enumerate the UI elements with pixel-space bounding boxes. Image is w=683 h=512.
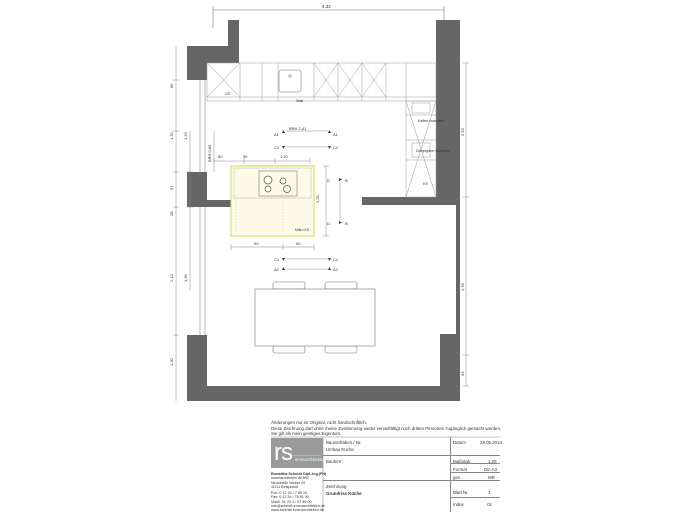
dim-left-9: 1,30 bbox=[169, 358, 174, 366]
office-line: info@schmitt-innenarchitektur.de bbox=[271, 503, 325, 508]
office-line: Roswitha Schmitt Dipl.-Ing.(FH) bbox=[271, 472, 327, 476]
dim-left-5: 57 bbox=[169, 185, 174, 190]
dim-inner-2: 90 bbox=[243, 154, 248, 159]
dim-inner-6: 60 bbox=[296, 241, 301, 246]
massstab-value: 1:25 bbox=[488, 459, 497, 464]
bauvorhaben-value: Umbau Küche bbox=[326, 447, 354, 452]
kitchen-island bbox=[231, 166, 314, 236]
label-brh: BRH 2,41 bbox=[289, 126, 307, 131]
office-line: Fon: 0 12 34 / 7 89 10 bbox=[271, 491, 308, 495]
label-mwo: Mikro KS bbox=[295, 228, 310, 232]
top-dimension bbox=[213, 6, 444, 28]
label-kaffee: Kaffee-maschine bbox=[418, 119, 445, 123]
format-label: Format bbox=[453, 467, 467, 472]
dim-right-2: 2,78 bbox=[460, 283, 465, 291]
dim-left-3: 1,20 bbox=[183, 132, 188, 140]
office-line: Neustraße Weber 49 bbox=[271, 480, 306, 485]
note-1: Änderungen nur im Original, nicht handschriftlich. bbox=[271, 420, 367, 425]
logo-subtitle: innenarchitektur bbox=[295, 457, 325, 462]
office-line: Innenarchitektin AKNW bbox=[271, 476, 309, 481]
mark-a2-r: A2 bbox=[333, 267, 338, 272]
index-label: Index bbox=[453, 502, 464, 507]
bauherr-label: Bauherr: bbox=[326, 459, 343, 464]
windows bbox=[200, 80, 205, 335]
bauvorhaben-label: Bauvorhaben / Nr. bbox=[326, 440, 362, 445]
label-gs: GS bbox=[225, 92, 231, 96]
dim-left-1: 86 bbox=[169, 83, 174, 88]
mark-c1-r: C1 bbox=[333, 257, 339, 262]
office-line: Mobil: 01 23 4 / 57 89 00 bbox=[271, 499, 312, 504]
datum-label: Datum bbox=[453, 440, 466, 445]
office-line: www.schmitt-innenarchitektur.de bbox=[271, 508, 324, 512]
dim-inner-5: 90 bbox=[254, 241, 259, 246]
mark-a1-l: A1 bbox=[274, 132, 279, 137]
row-divider bbox=[450, 497, 500, 498]
counter-top-run bbox=[207, 63, 436, 101]
dim-left-7: 1,36 bbox=[183, 274, 188, 282]
format-value: Din A3 bbox=[484, 467, 497, 472]
office-line: Fax: 0 12 34 / 78 91 50 bbox=[271, 495, 309, 500]
dim-right-3: 63 bbox=[460, 371, 465, 376]
right-dimensions bbox=[463, 63, 469, 386]
note-2: Diese Zeichnung darf ohne meine Zustimmung weder vervielfältigt noch dritten Personen zugänglich gemacht werden. bbox=[271, 425, 502, 431]
blatt-label: Blatt Nr. bbox=[453, 490, 469, 495]
dim-left-8: 2,13 bbox=[169, 274, 174, 282]
logo-accent bbox=[293, 455, 321, 456]
dim-top-label: 4,32 bbox=[322, 4, 331, 9]
mark-c2-l: C2 bbox=[274, 145, 280, 150]
label-ks: KS bbox=[423, 182, 429, 186]
zeichnung-value: Grundriss Küche bbox=[326, 491, 362, 496]
label-backofen: Dampfgarer Backofen bbox=[416, 149, 451, 153]
mark-c1-l: C1 bbox=[274, 257, 280, 262]
gez-label: gez. bbox=[453, 475, 462, 480]
mark-d-2: D bbox=[327, 221, 330, 226]
company-logo bbox=[271, 438, 323, 468]
dim-left-2: 1,30 bbox=[169, 132, 174, 140]
office-line: 11111 Beispielort bbox=[271, 484, 299, 489]
mark-a1-r: A1 bbox=[333, 132, 338, 137]
label-wall: Wall bbox=[296, 99, 304, 103]
index-value: .01 bbox=[486, 502, 493, 507]
datum-value: 28.05.2014 bbox=[480, 440, 502, 445]
col-divider bbox=[450, 437, 451, 512]
gez-value: MR bbox=[488, 475, 495, 480]
dining-table bbox=[255, 282, 375, 353]
row-divider bbox=[323, 455, 500, 456]
dim-inner-4: 1,20 bbox=[315, 195, 320, 203]
mark-b-2: B bbox=[345, 221, 348, 226]
dim-right-1: 2,53 bbox=[460, 128, 465, 136]
mark-d-1: D bbox=[327, 178, 330, 183]
notes bbox=[271, 420, 501, 437]
massstab-label: Maßstab bbox=[453, 459, 471, 464]
dim-left-4: BRH 0,86 bbox=[207, 144, 212, 162]
mark-a2-l: A2 bbox=[274, 267, 279, 272]
dim-left-6: 28 bbox=[169, 211, 174, 216]
dim-inner-3: 1,20 bbox=[280, 154, 288, 159]
blatt-value: 1 bbox=[488, 490, 491, 495]
mark-c2-r: C2 bbox=[333, 145, 339, 150]
zeichnung-label: Zeichnung bbox=[326, 484, 347, 489]
row-divider bbox=[323, 480, 500, 481]
logo-mark: rs bbox=[274, 439, 292, 466]
office-address bbox=[271, 472, 326, 512]
mark-b-1: B bbox=[345, 178, 348, 183]
note-3: Sie gilt als mein geistiges Eigentum. bbox=[271, 431, 342, 436]
dim-inner-1: 60 bbox=[218, 154, 223, 159]
sink bbox=[279, 70, 301, 92]
